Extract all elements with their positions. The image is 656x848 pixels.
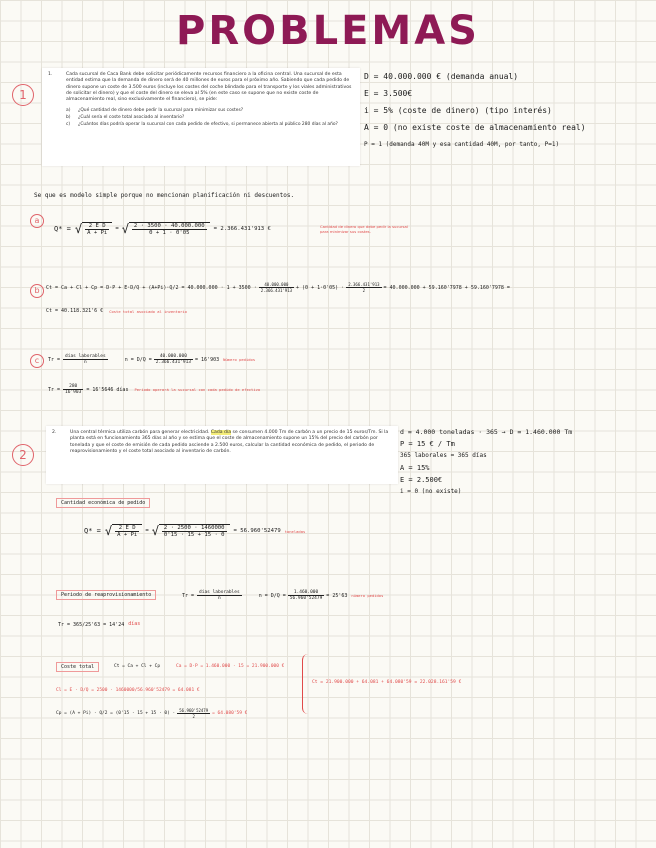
page-title: PROBLEMAS (176, 8, 480, 54)
model-note: Se que es modelo simple porque no mencionan planificación ni descuentos. (34, 192, 295, 199)
problem-2-number: 2 (12, 444, 34, 466)
period-result: Tr = $\frac{280}{16'903}$ = 16'5646 días Período operará la sucursal con cada pedido de efectivo (48, 384, 261, 395)
box-total-cost: Coste total (56, 662, 99, 672)
data-line: i = 5% (coste de dinero) (tipo interés) (364, 106, 552, 115)
data-line: A = 15% (400, 464, 430, 472)
problem-2-statement-card (46, 426, 398, 484)
data-line: E = 2.500€ (400, 476, 443, 484)
eoq-denominator: 0 + 1 · 0'05 (149, 230, 190, 236)
data-line: A = 0 (no existe coste de almacenamiento real) (364, 123, 586, 132)
box-eoq: Cantidad económica de pedido (56, 498, 150, 508)
p2-cost-total: Ct = 21.900.000 + 64.081 + 64.080'59 = 22.028.161'59 € (312, 680, 462, 685)
p2-eoq-formula: Q* = √ $\frac{\text{2 E D}}{A + Pi}$ = √ $\frac{2 \cdot 2500 \cdot 1460000}{0'15 \cdot 15 + 15 \cdot 0}$ = 56.960'52479 toneladas (84, 524, 306, 538)
problem-1-number: 1 (12, 84, 34, 106)
total-cost-formula: Ct = Ca + Cl + Cp = D·P + E·D/Q + (A+Pi)·Q/2 = 40.000.000 · 1 + 3500 · $\frac{40.000.000}{2.366.431'913}$ + (0 + 1·0'05) · $\frac{2.366.431'913}{2}$ = 40.000.000 + 59.160'7978 + 59.160'7978 = (46, 282, 510, 293)
data-line: d = 4.000 toneladas · 365 → D = 1.460.000 Tm (400, 428, 573, 436)
data-line: D = 40.000.000 € (demanda anual) (364, 72, 519, 81)
p2-cost-cp: Cp = (A + Pi) · Q/2 = (0'15 · 15 + 15 · 0) · $\frac{56.960'52479}{2}$ = 64.080'59 € (56, 708, 248, 719)
part-a-marker: a (30, 214, 44, 228)
problem-1-question-a: a) ¿Qué cantidad de dinero debe pedir la sucursal para minimizar sus costes? (66, 108, 244, 114)
problem-1-statement-number: 1. (48, 72, 53, 77)
total-cost-result: Ct = 40.118.321'6 € Coste total asociado al inventario (46, 308, 187, 314)
problem-1-statement-card (42, 68, 360, 166)
problem-1-statement: Cada sucursal de Caca Bank debe solicitar periódicamente recursos financiero a la oficina central. Una sucursal de esta entidad estima que la demanda de dinero será de 40 millones de euros para el próximo año. Sabiendo que cada pedido de dinero supone un coste de 3.500 euros (incluye los costes del coche blindado para el transporte y los viales administrativos de solicitar el dinero) y que el coste del dinero se eleva al 5% (en este caso se supone que no existe coste de almacenamiento real, sino exclusivamente el financiero), se pide: (66, 72, 352, 103)
p2-cost-ca: Ca = D·P = 1.460.000 · 15 = 21.900.000 € (176, 664, 285, 669)
summary-brace (302, 654, 309, 714)
p2-cost-expr: Ct = Ca + Cl + Cp (114, 664, 161, 669)
period-formula: Tr = $\frac{\text{días laborables}}{n}$ n = D/Q = $\frac{40.000.000}{2.366.431'913}$ = 16'903 Número pedidos (48, 354, 256, 365)
problem-1-question-b: b) ¿Cuál sería el coste total asociado al inventario? (66, 115, 185, 121)
data-line: i = 0 (no existe) (400, 488, 462, 495)
p2-period-result: Tr = 365/25'63 = 14'24 días (58, 621, 141, 628)
data-line: E = 3.500€ (364, 89, 413, 98)
part-c-marker: c (30, 354, 44, 368)
eoq-lhs: Q* = (54, 225, 71, 233)
problem-2-data (400, 426, 652, 498)
p2-period-formula: Tr = $\frac{\text{días laborables}}{n}$ n = D/Q = $\frac{1.460.000}{56.960'52479}$ = 25'63 número pedidos (182, 590, 384, 601)
problem-1-question-c: c) ¿Cuántos días podría operar la sucursal con cada pedido de efectivo, si permanece abierta al público 280 días al año? (66, 122, 338, 128)
data-line: P = 1 (demanda 40M y esa cantidad 40M, por tanto, P=1) (364, 141, 560, 148)
problem-1-data (364, 70, 654, 152)
eoq-formula: Q* = √ $\frac{\text{2 E D}}{A + Pi}$ = √ $\frac{2 \cdot 3500 \cdot 40.000.000}{0 + 1 \cdot 0'05}$ = 2.366.431'913 € (54, 222, 271, 236)
eoq-note: Cantidad de dinero que debe pedir la sucursal para minimizar sus costes. (320, 224, 408, 234)
data-line: 365 laborales = 365 días (400, 452, 487, 459)
box-period: Periodo de reaprovisionamiento (56, 590, 156, 600)
p2-cost-cl: Cl = E · D/Q = 2500 · 1460000/56.960'52479 = 64.081 € (56, 688, 200, 693)
part-b-marker: b (30, 284, 44, 298)
data-line: P = 15 € / Tm (400, 440, 455, 448)
problem-2-statement: Una central térmica utiliza carbón para generar electricidad. Cada día se consumen 4.000 Tm de carbón a un precio de 15 euros/Tm. Si la planta está en funcionamiento 365 días al año y se estima que el coste de almacenamiento supone un 15% del precio del carbón por tonelada y que el coste de emisión de cada pedido asciende a 2.500 euros, calcular la cantidad económica de pedido, el periodo de reaprovisionamiento y el coste total asociado al inventario de carbón. (70, 430, 389, 454)
eoq-numerator: 2 · 3500 · 40.000.000 (133, 223, 205, 229)
eoq-result: = 2.366.431'913 € (213, 226, 271, 232)
problem-2-statement-number: 2. (52, 430, 57, 435)
